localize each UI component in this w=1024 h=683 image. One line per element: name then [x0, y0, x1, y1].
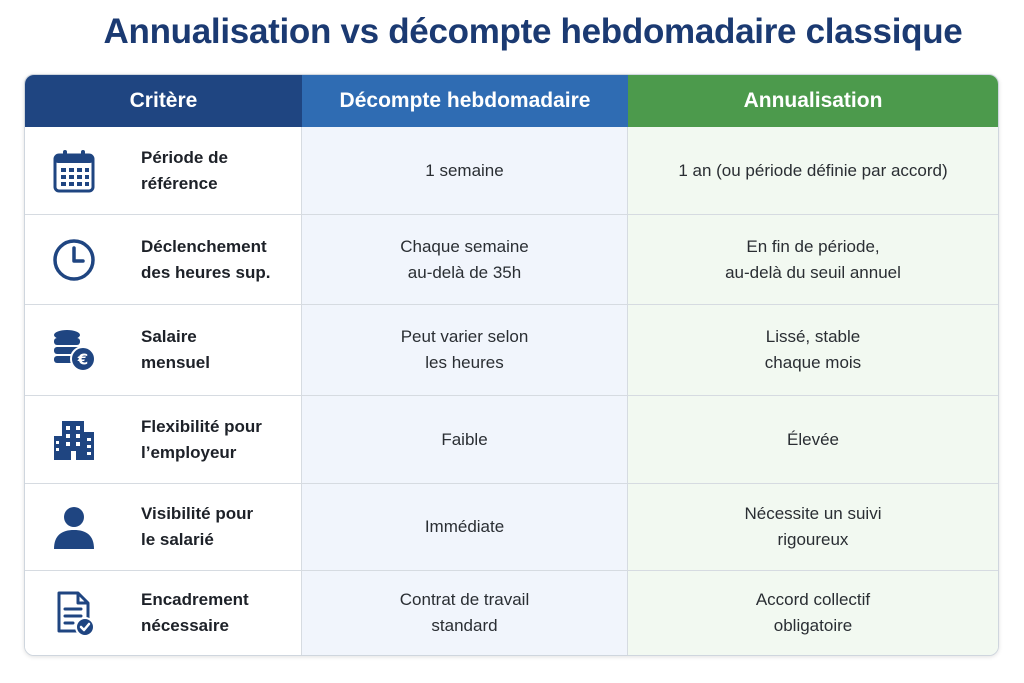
weekly-value: Contrat de travail standard [302, 571, 628, 655]
table-row-criterion [25, 571, 302, 655]
calendar-icon [49, 146, 99, 196]
criterion-label: Déclenchement des heures sup. [141, 236, 271, 282]
person-icon [49, 502, 99, 552]
annual-value: Élevée [628, 396, 998, 484]
weekly-value: Faible [302, 396, 628, 484]
annual-value: 1 an (ou période définie par accord) [628, 127, 998, 215]
table-row-criterion [25, 396, 302, 484]
column-header-criterion: Critère [25, 75, 302, 127]
document-check-icon [49, 588, 99, 638]
criterion-label: Période de référence [141, 147, 228, 193]
weekly-value: 1 semaine [302, 127, 628, 215]
weekly-value: Peut varier selon les heures [302, 305, 628, 396]
criterion-label: Flexibilité pour l’employeur [141, 416, 262, 462]
column-header-annual: Annualisation [628, 75, 998, 127]
clock-icon [49, 235, 99, 285]
table-row-criterion [25, 215, 302, 305]
annual-value: Lissé, stable chaque mois [628, 305, 998, 396]
comparison-table [24, 74, 999, 656]
weekly-value: Immédiate [302, 484, 628, 571]
annual-value: Accord collectif obligatoire [628, 571, 998, 655]
table-row-criterion [25, 305, 302, 396]
criterion-label: Salaire mensuel [141, 327, 210, 372]
coins-euro-icon [49, 325, 99, 375]
column-header-weekly: Décompte hebdomadaire [302, 75, 628, 127]
building-icon [49, 415, 99, 465]
weekly-value: Chaque semaine au-delà de 35h [302, 215, 628, 305]
page-title: Annualisation vs décompte hebdomadaire classique [103, 12, 963, 51]
criterion-label: Encadrement nécessaire [141, 590, 249, 635]
svg-text:€: € [77, 350, 89, 369]
annual-value: Nécessite un suivi rigoureux [628, 484, 998, 571]
table-row-criterion [25, 484, 302, 571]
table-row-criterion [25, 127, 302, 215]
annual-value: En fin de période, au-delà du seuil annuel [628, 215, 998, 305]
criterion-label: Visibilité pour le salarié [141, 504, 254, 549]
